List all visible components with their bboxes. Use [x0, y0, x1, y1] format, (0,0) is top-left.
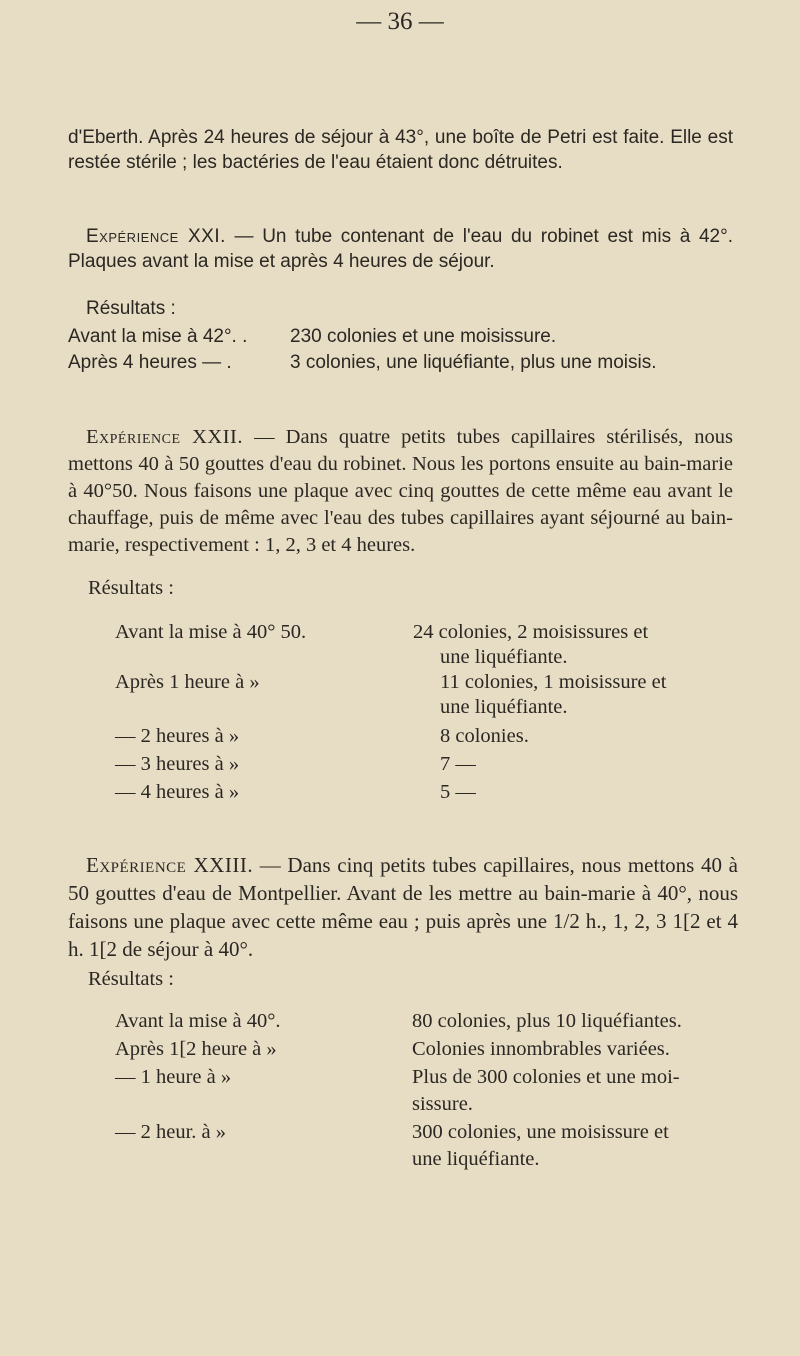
experience-21-row-1-left: Avant la mise à 42°. .	[68, 326, 248, 347]
experience-23-paragraph	[68, 851, 738, 963]
experience-22-row-4-right: 7 —	[440, 753, 476, 775]
experience-21-results-label: Résultats :	[86, 298, 176, 319]
experience-22-row-5-left: — 4 heures à »	[115, 781, 240, 803]
experience-22-row-2-right: 11 colonies, 1 moisissure et	[440, 671, 667, 693]
experience-22-row-1-right: 24 colonies, 2 moisissures et	[413, 621, 649, 643]
experience-23-results-label: Résultats :	[88, 968, 174, 990]
experience-22-row-1-right-cont: une liquéfiante.	[440, 646, 568, 668]
experience-22-row-3-right: 8 colonies.	[440, 725, 529, 747]
experience-22-row-5-right: 5 —	[440, 781, 476, 803]
page-number: — 36 —	[356, 8, 444, 35]
experience-23-row-1-right: 80 colonies, plus 10 liquéfiantes.	[412, 1010, 682, 1032]
experience-22-paragraph	[68, 424, 733, 559]
experience-22-row-2-left: Après 1 heure à »	[115, 671, 260, 693]
experience-22-text: — Dans quatre petits tubes capillaires stérilisés, nous mettons 40 à 50 gouttes d'eau du robinet. Nous les portons ensuite au bain-marie à 40°50. Nous faisons une plaque avec cinq gouttes de cette même eau avant le chauffage, puis de même avec l'eau des tubes capillaires ayant séjourné au bain-marie, respectivement : 1, 2, 3 et 4 heures.	[68, 426, 733, 556]
experience-23-row-1-left: Avant la mise à 40°.	[115, 1010, 281, 1032]
experience-21-row-2-right: 3 colonies, une liquéfiante, plus une moisis.	[290, 352, 657, 373]
experience-23-row-3-left: — 1 heure à »	[115, 1066, 232, 1088]
experience-23-row-2-left: Après 1[2 heure à »	[115, 1038, 277, 1060]
experience-22-row-1-left: Avant la mise à 40° 50.	[115, 621, 307, 643]
experience-22-label: Expérience XXII.	[86, 426, 243, 448]
experience-23-row-4-left: — 2 heur. à »	[115, 1121, 227, 1143]
experience-23-row-3-right: Plus de 300 colonies et une moi-	[412, 1066, 680, 1088]
experience-21-paragraph	[68, 224, 733, 274]
experience-22-row-2-right-cont: une liquéfiante.	[440, 696, 568, 718]
experience-22-results-label: Résultats :	[88, 577, 174, 599]
experience-21-row-2-left: Après 4 heures — .	[68, 352, 232, 373]
experience-21-label: Expérience XXI.	[86, 226, 226, 247]
experience-23-row-4-right: 300 colonies, une moisissure et	[412, 1121, 669, 1143]
experience-23-row-3-right-cont: sissure.	[412, 1093, 473, 1115]
experience-23-row-2-right: Colonies innombrables variées.	[412, 1038, 670, 1060]
experience-23-row-4-right-cont: une liquéfiante.	[412, 1148, 540, 1170]
experience-21-row-1-right: 230 colonies et une moisissure.	[290, 326, 557, 347]
experience-22-row-3-left: — 2 heures à »	[115, 725, 240, 747]
experience-22-row-4-left: — 3 heures à »	[115, 753, 240, 775]
experience-23-label: Expérience XXIII.	[86, 853, 254, 877]
intro-paragraph: d'Eberth. Après 24 heures de séjour à 43°, une boîte de Petri est faite. Elle est restée stérile ; les bactéries de l'eau étaient donc détruites.	[68, 127, 733, 173]
experience-23-text: — Dans cinq petits tubes capillaires, nous mettons 40 à 50 gouttes d'eau de Montpellier. Avant de les mettre au bain-marie à 40°, nous faisons une plaque avec cette même eau ; puis après une 1/2 h., 1, 2, 3 1[2 et 4 h. 1[2 de séjour à 40°.	[68, 853, 739, 961]
experience-21-text: — Un tube contenant de l'eau du robinet est mis à 42°. Plaques avant la mise et après 4 heures de séjour.	[68, 226, 733, 272]
